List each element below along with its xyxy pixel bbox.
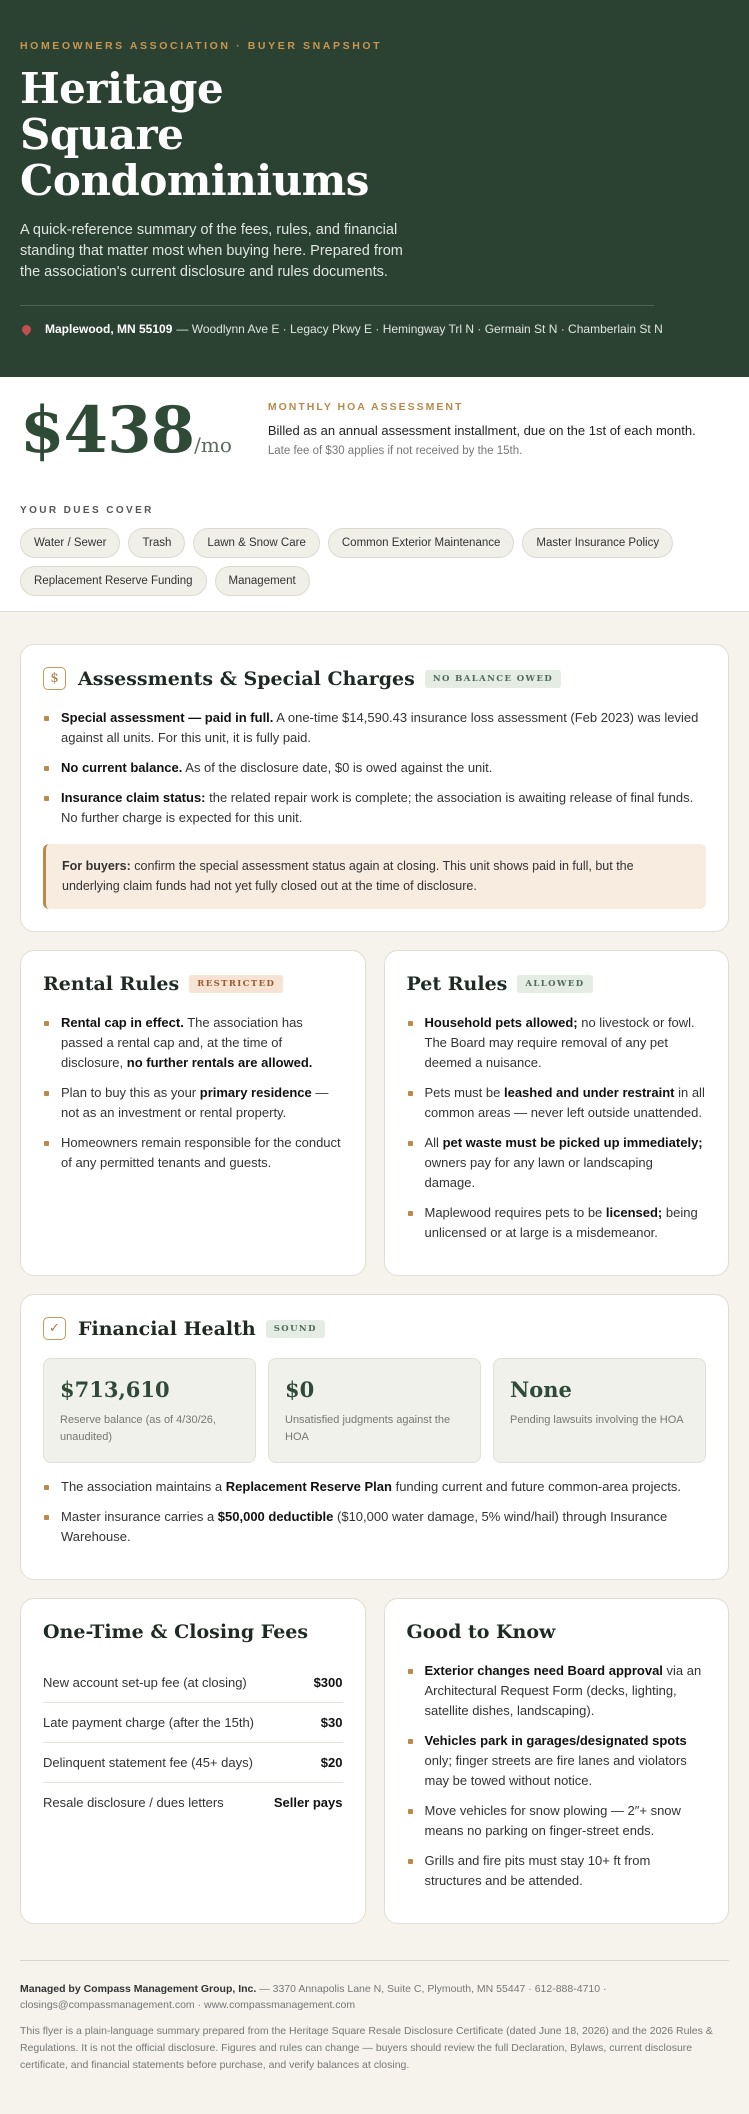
stat-box	[493, 1358, 706, 1463]
item-bold: Rental cap in effect.	[61, 1015, 184, 1030]
stat-box	[43, 1358, 256, 1463]
fee-value: $300	[313, 1675, 343, 1690]
item-bold: Special assessment — paid in full.	[61, 710, 274, 725]
item-text: Master insurance carries a	[61, 1509, 218, 1524]
cover-chip: Management	[215, 566, 310, 596]
dues-section	[0, 377, 749, 612]
item-bold: Insurance claim status:	[61, 790, 206, 805]
status-badge: SOUND	[266, 1320, 325, 1338]
rental-list	[43, 1013, 343, 1173]
hero-description: A quick-reference summary of the fees, rules, and financial standing that matter most when buying here. Prepared from the association's current disclosure and rules documents.	[20, 222, 403, 280]
cover-chip: Master Insurance Policy	[522, 528, 673, 558]
financial-health-card	[20, 1294, 729, 1580]
rental-rules-card	[20, 950, 366, 1276]
item-bold: Vehicles park in garages/designated spots	[424, 1733, 687, 1748]
footer-disclaimer: This flyer is a plain-language summary prepared from the Heritage Square Resale Disclosure Certificate (dated June 18, 2026) and the 2026 Rules & Regulations. It is not the official disclosure. Figures and rules can change — buyers should review the full Declaration, Bylaws, current disclosure certificate, and financial statements before purchase, and verify balances at closing.	[20, 2025, 713, 2071]
closing-fees-card	[20, 1598, 366, 1924]
status-badge: ALLOWED	[517, 975, 592, 993]
item-text: being unlicensed or at large is a misdemeanor.	[424, 1205, 698, 1240]
list-item	[407, 1203, 707, 1243]
item-text: no livestock or fowl. The Board may require removal of any pet deemed a nuisance.	[424, 1015, 695, 1070]
cover-chip: Lawn & Snow Care	[193, 528, 319, 558]
assessments-list	[43, 708, 706, 828]
item-bold: Exterior changes need Board approval	[424, 1663, 663, 1678]
location-streets: — Woodlynn Ave E · Legacy Pkwy E · Hemingway Trl N · Germain St N · Chamberlain St N	[176, 322, 663, 336]
list-item	[43, 788, 706, 828]
status-badge: RESTRICTED	[189, 975, 283, 993]
card-title: One-Time & Closing Fees	[43, 1621, 309, 1643]
fee-label: Late payment charge (after the 15th)	[43, 1715, 255, 1730]
item-bold: Household pets allowed;	[424, 1015, 578, 1030]
dues-label: MONTHLY HOA ASSESSMENT	[267, 401, 464, 413]
item-text: the related repair work is complete; the association is awaiting release of final funds. No further charge is expected for this unit.	[61, 790, 694, 825]
fee-label: Delinquent statement fee (45+ days)	[43, 1755, 253, 1770]
financial-list	[43, 1477, 706, 1547]
map-pin-icon	[20, 323, 33, 336]
page-footer	[0, 1924, 749, 2114]
item-text: All	[424, 1135, 443, 1150]
title-line: Heritage	[20, 64, 224, 113]
item-bold: no further rentals are allowed.	[126, 1055, 313, 1070]
item-text: Homeowners remain responsible for the conduct of any permitted tenants and guests.	[61, 1135, 341, 1170]
fee-value: Seller pays	[273, 1795, 343, 1810]
item-text: The association has passed a rental cap and, at the time of disclosure,	[61, 1015, 303, 1070]
list-item	[407, 1851, 707, 1891]
item-text: owners pay for any lawn or landscaping damage.	[424, 1155, 653, 1190]
late-fee-note: Late fee of $30 applies if not received by the 15th.	[267, 445, 523, 457]
dues-description: Billed as an annual assessment installment, due on the 1st of each month.	[267, 423, 696, 438]
item-bold: Replacement Reserve Plan	[225, 1479, 392, 1494]
fee-value: $20	[320, 1755, 343, 1770]
dues-cover-label: YOUR DUES COVER	[20, 505, 154, 516]
item-text: — not as an investment or rental property.	[61, 1085, 329, 1120]
assessments-card	[20, 644, 729, 932]
list-item	[407, 1801, 707, 1841]
stat-box	[268, 1358, 481, 1463]
dollar-icon: $	[43, 667, 66, 690]
list-item	[43, 758, 706, 778]
price-unit: /mo	[194, 433, 232, 457]
page-title	[20, 66, 729, 204]
list-item	[43, 1133, 343, 1173]
item-text: Grills and fire pits must stay 10+ ft from structures and be attended.	[424, 1853, 651, 1888]
list-item	[407, 1661, 707, 1721]
list-item	[43, 708, 706, 748]
list-item	[407, 1133, 707, 1193]
card-title: Good to Know	[406, 1621, 556, 1643]
item-text: As of the disclosure date, $0 is owed against the unit.	[182, 760, 493, 775]
pet-rules-card	[384, 950, 730, 1276]
item-bold: $50,000 deductible	[217, 1509, 334, 1524]
cover-chip: Trash	[128, 528, 185, 558]
fee-value: $30	[320, 1715, 343, 1730]
hero-eyebrow: HOMEOWNERS ASSOCIATION · BUYER SNAPSHOT	[20, 40, 383, 52]
good-to-know-card	[384, 1598, 730, 1924]
manager-name: Managed by Compass Management Group, Inc.	[20, 1983, 257, 1995]
list-item	[407, 1083, 707, 1123]
status-badge: NO BALANCE OWED	[425, 670, 561, 688]
hero-header	[0, 0, 749, 377]
item-bold: leashed and under restraint	[503, 1085, 675, 1100]
fee-label: New account set-up fee (at closing)	[43, 1675, 247, 1690]
list-item	[43, 1507, 706, 1547]
item-text: only; finger streets are fire lanes and violators may be towed without notice.	[424, 1753, 687, 1788]
price-amount: $438	[20, 393, 195, 468]
item-text: Move vehicles for snow plowing — 2″+ snow means no parking on finger-street ends.	[424, 1803, 681, 1838]
pet-list	[407, 1013, 707, 1243]
card-title: Rental Rules	[43, 973, 180, 995]
stat-value: $0	[285, 1377, 315, 1402]
stat-label: Pending lawsuits involving the HOA	[510, 1414, 684, 1426]
checkmark-icon: ✓	[43, 1317, 66, 1340]
footer-divider	[20, 1960, 729, 1961]
hero-divider	[20, 305, 654, 306]
item-text: The association maintains a	[61, 1479, 226, 1494]
location-city: Maplewood, MN 55109	[45, 322, 173, 336]
footer-contact	[20, 1981, 729, 2013]
item-bold: No current balance.	[61, 760, 183, 775]
fee-row	[43, 1703, 343, 1743]
card-title: Financial Health	[78, 1317, 256, 1340]
card-title: Assessments & Special Charges	[78, 667, 415, 690]
item-bold: pet waste must be picked up immediately;	[442, 1135, 703, 1150]
fee-row	[43, 1743, 343, 1783]
list-item	[43, 1477, 706, 1497]
stat-value: $713,610	[60, 1377, 170, 1402]
fee-row	[43, 1663, 343, 1703]
item-bold: primary residence	[199, 1085, 312, 1100]
item-text: ($10,000 water damage, 5% wind/hail) through Insurance Warehouse.	[61, 1509, 668, 1544]
location-line	[20, 322, 729, 336]
fees-table	[43, 1663, 343, 1822]
buyer-callout	[43, 844, 706, 909]
item-text: funding current and future common-area projects.	[391, 1479, 682, 1494]
dues-cover-chips	[20, 528, 700, 596]
manager-contact: — 3370 Annapolis Lane N, Suite C, Plymouth, MN 55447 · 612-888-4710 · closings@compassmanagement.com · www.compassmanagement.com	[20, 1983, 607, 2011]
title-line: Square	[20, 110, 184, 159]
item-bold: licensed;	[605, 1205, 663, 1220]
item-text: Maplewood requires pets to be	[424, 1205, 606, 1220]
item-text: Pets must be	[424, 1085, 504, 1100]
stat-label: Unsatisfied judgments against the HOA	[285, 1414, 451, 1443]
monthly-price	[20, 393, 232, 477]
item-text: in all common areas — never left outside unattended.	[424, 1085, 705, 1120]
cover-chip: Common Exterior Maintenance	[328, 528, 515, 558]
cover-chip: Replacement Reserve Funding	[20, 566, 207, 596]
item-text: via an Architectural Request Form (decks, lighting, satellite dishes, landscaping).	[424, 1663, 702, 1718]
cover-chip: Water / Sewer	[20, 528, 120, 558]
list-item	[407, 1013, 707, 1073]
fee-label: Resale disclosure / dues letters	[43, 1795, 224, 1810]
callout-bold: For buyers:	[62, 859, 131, 873]
callout-text: confirm the special assessment status again at closing. This unit shows paid in full, but the underlying claim funds had not yet fully closed out at the time of disclosure.	[62, 859, 634, 893]
main-content	[0, 612, 749, 1924]
stat-label: Reserve balance (as of 4/30/26, unaudited)	[60, 1414, 216, 1443]
stat-value: None	[510, 1377, 572, 1402]
good-to-know-list	[407, 1661, 707, 1891]
fee-row	[43, 1783, 343, 1822]
title-line: Condominiums	[20, 156, 369, 205]
item-text: Plan to buy this as your	[61, 1085, 200, 1100]
list-item	[407, 1731, 707, 1791]
list-item	[43, 1083, 343, 1123]
list-item	[43, 1013, 343, 1073]
item-text: A one-time $14,590.43 insurance loss assessment (Feb 2023) was levied against all units. For this unit, it is fully paid.	[61, 710, 699, 745]
card-title: Pet Rules	[406, 973, 508, 995]
financial-stats	[43, 1358, 706, 1463]
